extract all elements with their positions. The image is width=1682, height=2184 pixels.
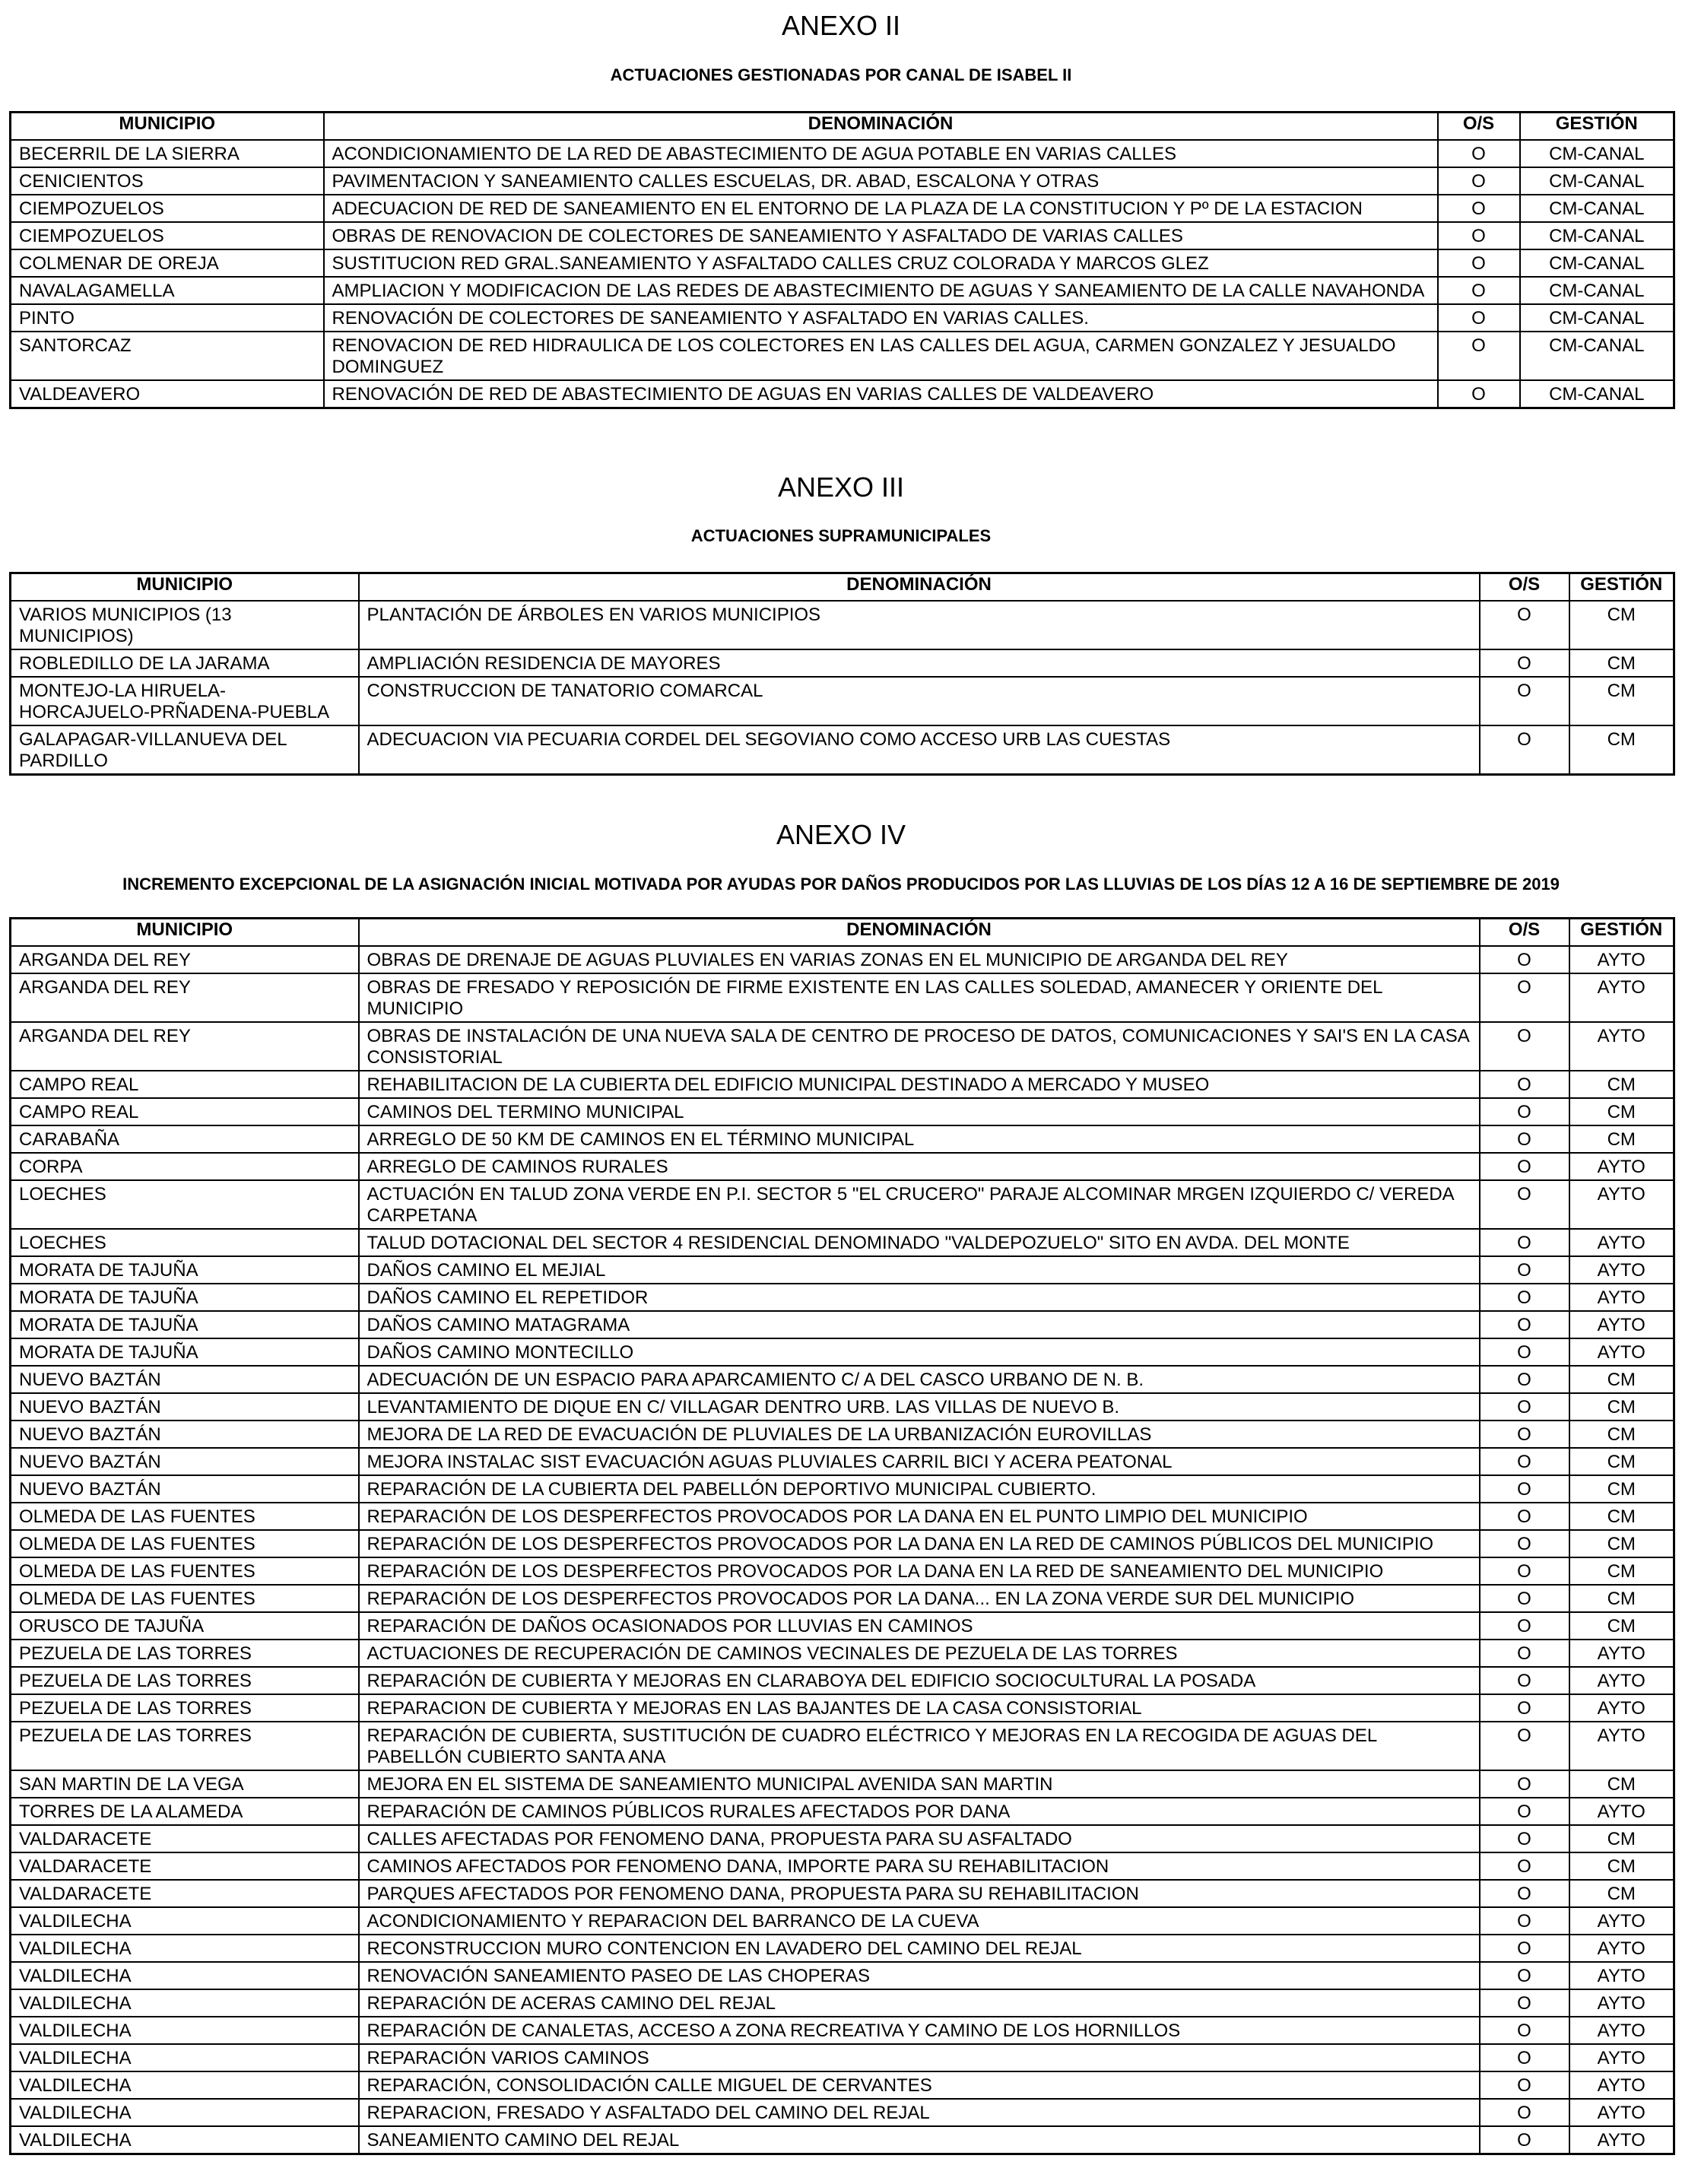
cell-os: O: [1480, 1640, 1569, 1667]
cell-os: O: [1480, 1284, 1569, 1311]
cell-denominacion: REPARACIÓN DE CUBIERTA Y MEJORAS EN CLARABOYA DEL EDIFICIO SOCIOCULTURAL LA POSADA: [359, 1667, 1480, 1694]
table-row: [11, 1770, 1674, 1798]
cell-gestion: CM: [1569, 1880, 1674, 1907]
anexo-iii-title: ANEXO III: [777, 471, 905, 503]
cell-gestion: CM-CANAL: [1520, 195, 1674, 222]
cell-municipio: VALDEAVERO: [11, 380, 324, 408]
cell-denominacion: AMPLIACION Y MODIFICACION DE LAS REDES DE ABASTECIMIENTO DE AGUAS Y SANEAMIENTO DE LA CALLE NAVAHONDA: [324, 277, 1438, 304]
cell-municipio: COLMENAR DE OREJA: [11, 249, 324, 277]
cell-municipio: VALDILECHA: [11, 2044, 359, 2071]
table-row: [11, 1694, 1674, 1722]
table-row: [11, 1530, 1674, 1557]
cell-gestion: CM-CANAL: [1520, 167, 1674, 195]
table-row: [11, 601, 1674, 649]
cell-gestion: AYTO: [1569, 1798, 1674, 1825]
cell-gestion: CM-CANAL: [1520, 380, 1674, 408]
cell-municipio: OLMEDA DE LAS FUENTES: [11, 1503, 359, 1530]
cell-denominacion: ACTUACIÓN EN TALUD ZONA VERDE EN P.I. SECTOR 5 "EL CRUCERO" PARAJE ALCOMINAR MRGEN IZQUIERDO C/ VEREDA CARPETANA: [359, 1180, 1480, 1229]
table-row: [11, 277, 1674, 304]
cell-os: O: [1438, 332, 1520, 380]
cell-denominacion: MEJORA INSTALAC SIST EVACUACIÓN AGUAS PLUVIALES CARRIL BICI Y ACERA PEATONAL: [359, 1448, 1480, 1475]
cell-os: O: [1480, 1798, 1569, 1825]
cell-municipio: PINTO: [11, 304, 324, 332]
cell-denominacion: DAÑOS CAMINO MONTECILLO: [359, 1338, 1480, 1366]
cell-gestion: AYTO: [1569, 1338, 1674, 1366]
cell-gestion: AYTO: [1569, 1935, 1674, 1962]
cell-os: O: [1480, 2099, 1569, 2126]
cell-denominacion: CAMINOS DEL TERMINO MUNICIPAL: [359, 1098, 1480, 1125]
cell-municipio: LOECHES: [11, 1229, 359, 1256]
cell-denominacion: REPARACIÓN DE LOS DESPERFECTOS PROVOCADOS POR LA DANA EN LA RED DE CAMINOS PÚBLICOS DEL MUNICIPIO: [359, 1530, 1480, 1557]
cell-os: O: [1480, 1503, 1569, 1530]
cell-denominacion: AMPLIACIÓN RESIDENCIA DE MAYORES: [359, 649, 1480, 677]
cell-municipio: NUEVO BAZTÁN: [11, 1366, 359, 1393]
cell-denominacion: CAMINOS AFECTADOS POR FENOMENO DANA, IMPORTE PARA SU REHABILITACION: [359, 1852, 1480, 1880]
cell-gestion: AYTO: [1569, 1640, 1674, 1667]
header-denominacion: DENOMINACIÓN: [359, 919, 1480, 946]
cell-denominacion: ADECUACION DE RED DE SANEAMIENTO EN EL ENTORNO DE LA PLAZA DE LA CONSTITUCION Y Pº DE LA ESTACION: [324, 195, 1438, 222]
cell-municipio: NUEVO BAZTÁN: [11, 1393, 359, 1421]
cell-municipio: GALAPAGAR-VILLANUEVA DEL PARDILLO: [11, 725, 359, 775]
cell-municipio: OLMEDA DE LAS FUENTES: [11, 1530, 359, 1557]
cell-gestion: AYTO: [1569, 2071, 1674, 2099]
table-row: [11, 222, 1674, 249]
anexo-ii-title: ANEXO II: [781, 10, 901, 41]
cell-os: O: [1480, 1180, 1569, 1229]
anexo-ii-table: [9, 111, 1675, 409]
cell-gestion: CM-CANAL: [1520, 140, 1674, 167]
cell-denominacion: REPARACIÓN DE CAMINOS PÚBLICOS RURALES AFECTADOS POR DANA: [359, 1798, 1480, 1825]
table-row: [11, 380, 1674, 408]
cell-os: O: [1480, 1825, 1569, 1852]
cell-municipio: TORRES DE LA ALAMEDA: [11, 1798, 359, 1825]
table-row: [11, 649, 1674, 677]
table-row: [11, 1071, 1674, 1098]
cell-gestion: CM: [1569, 1475, 1674, 1503]
table-row: [11, 946, 1674, 973]
cell-os: O: [1480, 2126, 1569, 2154]
table-row: [11, 1935, 1674, 1962]
cell-denominacion: REHABILITACION DE LA CUBIERTA DEL EDIFICIO MUNICIPAL DESTINADO A MERCADO Y MUSEO: [359, 1071, 1480, 1098]
cell-os: O: [1438, 222, 1520, 249]
table-row: [11, 1448, 1674, 1475]
cell-denominacion: REPARACIÓN DE ACERAS CAMINO DEL REJAL: [359, 1989, 1480, 2017]
cell-municipio: MORATA DE TAJUÑA: [11, 1256, 359, 1284]
cell-os: O: [1438, 167, 1520, 195]
cell-municipio: PEZUELA DE LAS TORRES: [11, 1667, 359, 1694]
cell-municipio: VALDILECHA: [11, 2099, 359, 2126]
table-row: [11, 1338, 1674, 1366]
table-header-row: [11, 113, 1674, 140]
cell-gestion: AYTO: [1569, 946, 1674, 973]
header-gestion: GESTIÓN: [1569, 573, 1674, 601]
header-municipio: MUNICIPIO: [11, 573, 359, 601]
table-row: [11, 1640, 1674, 1667]
cell-denominacion: RENOVACIÓN SANEAMIENTO PASEO DE LAS CHOPERAS: [359, 1962, 1480, 1989]
table-row: [11, 1880, 1674, 1907]
cell-os: O: [1480, 1421, 1569, 1448]
cell-os: O: [1480, 1770, 1569, 1798]
cell-denominacion: LEVANTAMIENTO DE DIQUE EN C/ VILLAGAR DENTRO URB. LAS VILLAS DE NUEVO B.: [359, 1393, 1480, 1421]
cell-denominacion: REPARACIÓN, CONSOLIDACIÓN CALLE MIGUEL DE CERVANTES: [359, 2071, 1480, 2099]
cell-denominacion: CALLES AFECTADAS POR FENOMENO DANA, PROPUESTA PARA SU ASFALTADO: [359, 1825, 1480, 1852]
cell-os: O: [1438, 140, 1520, 167]
cell-denominacion: ACTUACIONES DE RECUPERACIÓN DE CAMINOS VECINALES DE PEZUELA DE LAS TORRES: [359, 1640, 1480, 1667]
cell-os: O: [1438, 195, 1520, 222]
cell-denominacion: SUSTITUCION RED GRAL.SANEAMIENTO Y ASFALTADO CALLES CRUZ COLORADA Y MARCOS GLEZ: [324, 249, 1438, 277]
table-row: [11, 1229, 1674, 1256]
cell-municipio: PEZUELA DE LAS TORRES: [11, 1722, 359, 1770]
cell-denominacion: ARREGLO DE CAMINOS RURALES: [359, 1153, 1480, 1180]
anexo-iv-subtitle: INCREMENTO EXCEPCIONAL DE LA ASIGNACIÓN INICIAL MOTIVADA POR AYUDAS POR DAÑOS PRODUCIDOS POR LAS LLUVIAS DE LOS DÍAS 12 A 16 DE SEPTIEMBRE DE 2019: [122, 875, 1560, 894]
cell-os: O: [1480, 601, 1569, 649]
table-row: [11, 2099, 1674, 2126]
cell-denominacion: REPARACIÓN DE DAÑOS OCASIONADOS POR LLUVIAS EN CAMINOS: [359, 1612, 1480, 1640]
cell-gestion: CM: [1569, 1825, 1674, 1852]
cell-os: O: [1480, 1022, 1569, 1071]
cell-os: O: [1480, 1125, 1569, 1153]
cell-os: O: [1480, 1612, 1569, 1640]
cell-municipio: ARGANDA DEL REY: [11, 946, 359, 973]
cell-municipio: VALDILECHA: [11, 2017, 359, 2044]
cell-os: O: [1438, 277, 1520, 304]
cell-gestion: CM: [1569, 1421, 1674, 1448]
cell-os: O: [1480, 1071, 1569, 1098]
cell-gestion: CM: [1569, 725, 1674, 775]
cell-municipio: VALDARACETE: [11, 1825, 359, 1852]
table-row: [11, 1153, 1674, 1180]
cell-denominacion: RENOVACIÓN DE COLECTORES DE SANEAMIENTO Y ASFALTADO EN VARIAS CALLES.: [324, 304, 1438, 332]
cell-os: O: [1480, 1962, 1569, 1989]
header-gestion: GESTIÓN: [1520, 113, 1674, 140]
cell-municipio: MORATA DE TAJUÑA: [11, 1284, 359, 1311]
table-row: [11, 1722, 1674, 1770]
cell-gestion: AYTO: [1569, 1284, 1674, 1311]
cell-gestion: AYTO: [1569, 1962, 1674, 1989]
cell-denominacion: OBRAS DE RENOVACION DE COLECTORES DE SANEAMIENTO Y ASFALTADO DE VARIAS CALLES: [324, 222, 1438, 249]
cell-denominacion: REPARACIÓN DE LOS DESPERFECTOS PROVOCADOS POR LA DANA EN LA RED DE SANEAMIENTO DEL MUNICIPIO: [359, 1557, 1480, 1585]
cell-os: O: [1480, 973, 1569, 1022]
cell-gestion: AYTO: [1569, 1229, 1674, 1256]
table-row: [11, 1125, 1674, 1153]
table-row: [11, 1962, 1674, 1989]
table-row: [11, 1798, 1674, 1825]
cell-gestion: CM: [1569, 1393, 1674, 1421]
cell-denominacion: RENOVACIÓN DE RED DE ABASTECIMIENTO DE AGUAS EN VARIAS CALLES DE VALDEAVERO: [324, 380, 1438, 408]
header-gestion: GESTIÓN: [1569, 919, 1674, 946]
cell-denominacion: REPARACIÓN VARIOS CAMINOS: [359, 2044, 1480, 2071]
cell-gestion: AYTO: [1569, 2044, 1674, 2071]
cell-denominacion: SANEAMIENTO CAMINO DEL REJAL: [359, 2126, 1480, 2154]
cell-gestion: CM-CANAL: [1520, 277, 1674, 304]
cell-municipio: VALDARACETE: [11, 1852, 359, 1880]
cell-os: O: [1480, 1989, 1569, 2017]
table-row: [11, 195, 1674, 222]
cell-gestion: AYTO: [1569, 1256, 1674, 1284]
cell-municipio: OLMEDA DE LAS FUENTES: [11, 1557, 359, 1585]
cell-gestion: AYTO: [1569, 1022, 1674, 1071]
anexo-iii-subtitle: ACTUACIONES SUPRAMUNICIPALES: [690, 526, 992, 545]
cell-municipio: VALDILECHA: [11, 1907, 359, 1935]
cell-gestion: AYTO: [1569, 973, 1674, 1022]
cell-gestion: AYTO: [1569, 2126, 1674, 2154]
table-row: [11, 1180, 1674, 1229]
cell-denominacion: PLANTACIÓN DE ÁRBOLES EN VARIOS MUNICIPIOS: [359, 601, 1480, 649]
cell-os: O: [1480, 1311, 1569, 1338]
cell-os: O: [1480, 1098, 1569, 1125]
cell-gestion: AYTO: [1569, 2099, 1674, 2126]
cell-municipio: CAMPO REAL: [11, 1098, 359, 1125]
cell-municipio: CORPA: [11, 1153, 359, 1180]
cell-denominacion: RECONSTRUCCION MURO CONTENCION EN LAVADERO DEL CAMINO DEL REJAL: [359, 1935, 1480, 1962]
cell-os: O: [1438, 249, 1520, 277]
cell-municipio: ROBLEDILLO DE LA JARAMA: [11, 649, 359, 677]
header-os: O/S: [1438, 113, 1520, 140]
cell-os: O: [1480, 1229, 1569, 1256]
table-row: [11, 1825, 1674, 1852]
cell-municipio: VALDILECHA: [11, 1935, 359, 1962]
table-row: [11, 1284, 1674, 1311]
cell-denominacion: REPARACION, FRESADO Y ASFALTADO DEL CAMINO DEL REJAL: [359, 2099, 1480, 2126]
cell-os: O: [1480, 1694, 1569, 1722]
cell-denominacion: ARREGLO DE 50 KM DE CAMINOS EN EL TÉRMINO MUNICIPAL: [359, 1125, 1480, 1153]
cell-municipio: CAMPO REAL: [11, 1071, 359, 1098]
cell-denominacion: OBRAS DE DRENAJE DE AGUAS PLUVIALES EN VARIAS ZONAS EN EL MUNICIPIO DE ARGANDA DEL REY: [359, 946, 1480, 973]
table-header-row: [11, 919, 1674, 946]
header-os: O/S: [1480, 573, 1569, 601]
cell-municipio: NUEVO BAZTÁN: [11, 1475, 359, 1503]
cell-municipio: PEZUELA DE LAS TORRES: [11, 1694, 359, 1722]
anexo-iv-table: [9, 917, 1675, 2155]
table-row: [11, 304, 1674, 332]
cell-os: O: [1480, 1557, 1569, 1585]
cell-os: O: [1480, 677, 1569, 725]
cell-os: O: [1480, 1880, 1569, 1907]
cell-denominacion: MEJORA DE LA RED DE EVACUACIÓN DE PLUVIALES DE LA URBANIZACIÓN EUROVILLAS: [359, 1421, 1480, 1448]
table-row: [11, 140, 1674, 167]
cell-gestion: CM-CANAL: [1520, 304, 1674, 332]
cell-gestion: CM: [1569, 1530, 1674, 1557]
table-row: [11, 1852, 1674, 1880]
table-row: [11, 1989, 1674, 2017]
table-row: [11, 332, 1674, 380]
cell-denominacion: DAÑOS CAMINO EL REPETIDOR: [359, 1284, 1480, 1311]
cell-municipio: VALDILECHA: [11, 1989, 359, 2017]
cell-os: O: [1480, 2044, 1569, 2071]
cell-municipio: VARIOS MUNICIPIOS (13 MUNICIPIOS): [11, 601, 359, 649]
cell-gestion: AYTO: [1569, 1667, 1674, 1694]
cell-municipio: BECERRIL DE LA SIERRA: [11, 140, 324, 167]
cell-gestion: CM: [1569, 1071, 1674, 1098]
cell-municipio: MORATA DE TAJUÑA: [11, 1338, 359, 1366]
cell-municipio: CIEMPOZUELOS: [11, 195, 324, 222]
cell-gestion: CM-CANAL: [1520, 249, 1674, 277]
cell-municipio: VALDARACETE: [11, 1880, 359, 1907]
cell-gestion: AYTO: [1569, 1907, 1674, 1935]
cell-municipio: VALDILECHA: [11, 2126, 359, 2154]
anexo-iii-table: [9, 572, 1675, 776]
table-row: [11, 1393, 1674, 1421]
header-municipio: MUNICIPIO: [11, 919, 359, 946]
table-row: [11, 2017, 1674, 2044]
cell-denominacion: REPARACIÓN DE CUBIERTA, SUSTITUCIÓN DE CUADRO ELÉCTRICO Y MEJORAS EN LA RECOGIDA DE AGUAS DEL PABELLÓN CUBIERTO SANTA ANA: [359, 1722, 1480, 1770]
cell-gestion: CM: [1569, 1448, 1674, 1475]
table-row: [11, 1311, 1674, 1338]
cell-gestion: CM: [1569, 1503, 1674, 1530]
header-os: O/S: [1480, 919, 1569, 946]
table-row: [11, 2071, 1674, 2099]
cell-gestion: CM: [1569, 1612, 1674, 1640]
table-row: [11, 1022, 1674, 1071]
table-row: [11, 1907, 1674, 1935]
cell-os: O: [1480, 1256, 1569, 1284]
cell-municipio: CENICIENTOS: [11, 167, 324, 195]
cell-gestion: CM: [1569, 1098, 1674, 1125]
cell-denominacion: ADECUACION VIA PECUARIA CORDEL DEL SEGOVIANO COMO ACCESO URB LAS CUESTAS: [359, 725, 1480, 775]
cell-gestion: CM: [1569, 1366, 1674, 1393]
cell-os: O: [1480, 1852, 1569, 1880]
table-row: [11, 249, 1674, 277]
cell-municipio: NAVALAGAMELLA: [11, 277, 324, 304]
table-row: [11, 1098, 1674, 1125]
cell-gestion: AYTO: [1569, 1989, 1674, 2017]
cell-gestion: CM: [1569, 1585, 1674, 1612]
cell-os: O: [1480, 2071, 1569, 2099]
cell-denominacion: REPARACIÓN DE LA CUBIERTA DEL PABELLÓN DEPORTIVO MUNICIPAL CUBIERTO.: [359, 1475, 1480, 1503]
cell-os: O: [1438, 304, 1520, 332]
anexo-iv-title: ANEXO IV: [776, 819, 906, 850]
cell-denominacion: MEJORA EN EL SISTEMA DE SANEAMIENTO MUNICIPAL AVENIDA SAN MARTIN: [359, 1770, 1480, 1798]
cell-denominacion: REPARACIÓN DE CANALETAS, ACCESO A ZONA RECREATIVA Y CAMINO DE LOS HORNILLOS: [359, 2017, 1480, 2044]
cell-municipio: LOECHES: [11, 1180, 359, 1229]
cell-os: O: [1438, 380, 1520, 408]
table-row: [11, 725, 1674, 775]
table-row: [11, 1256, 1674, 1284]
cell-gestion: CM: [1569, 1557, 1674, 1585]
header-municipio: MUNICIPIO: [11, 113, 324, 140]
cell-os: O: [1480, 1935, 1569, 1962]
table-row: [11, 1421, 1674, 1448]
cell-os: O: [1480, 1907, 1569, 1935]
cell-gestion: CM: [1569, 1770, 1674, 1798]
table-row: [11, 2044, 1674, 2071]
cell-municipio: NUEVO BAZTÁN: [11, 1448, 359, 1475]
table-row: [11, 2126, 1674, 2154]
cell-os: O: [1480, 725, 1569, 775]
cell-municipio: PEZUELA DE LAS TORRES: [11, 1640, 359, 1667]
cell-os: O: [1480, 1475, 1569, 1503]
cell-denominacion: OBRAS DE FRESADO Y REPOSICIÓN DE FIRME EXISTENTE EN LAS CALLES SOLEDAD, AMANECER Y ORIENTE DEL MUNICIPIO: [359, 973, 1480, 1022]
table-row: [11, 1585, 1674, 1612]
cell-gestion: AYTO: [1569, 1694, 1674, 1722]
cell-os: O: [1480, 1153, 1569, 1180]
cell-denominacion: ACONDICIONAMIENTO Y REPARACION DEL BARRANCO DE LA CUEVA: [359, 1907, 1480, 1935]
table-row: [11, 167, 1674, 195]
cell-os: O: [1480, 2017, 1569, 2044]
cell-denominacion: REPARACION DE CUBIERTA Y MEJORAS EN LAS BAJANTES DE LA CASA CONSISTORIAL: [359, 1694, 1480, 1722]
table-row: [11, 1503, 1674, 1530]
cell-os: O: [1480, 1366, 1569, 1393]
cell-municipio: SANTORCAZ: [11, 332, 324, 380]
cell-municipio: ARGANDA DEL REY: [11, 973, 359, 1022]
cell-municipio: CIEMPOZUELOS: [11, 222, 324, 249]
table-header-row: [11, 573, 1674, 601]
cell-denominacion: OBRAS DE INSTALACIÓN DE UNA NUEVA SALA DE CENTRO DE PROCESO DE DATOS, COMUNICACIONES Y SAI'S EN LA CASA CONSISTORIAL: [359, 1022, 1480, 1071]
table-row: [11, 1667, 1674, 1694]
cell-municipio: MORATA DE TAJUÑA: [11, 1311, 359, 1338]
cell-denominacion: PAVIMENTACION Y SANEAMIENTO CALLES ESCUELAS, DR. ABAD, ESCALONA Y OTRAS: [324, 167, 1438, 195]
cell-municipio: ARGANDA DEL REY: [11, 1022, 359, 1071]
cell-gestion: CM: [1569, 649, 1674, 677]
cell-municipio: VALDILECHA: [11, 2071, 359, 2099]
cell-gestion: CM: [1569, 677, 1674, 725]
cell-os: O: [1480, 1448, 1569, 1475]
cell-denominacion: RENOVACION DE RED HIDRAULICA DE LOS COLECTORES EN LAS CALLES DEL AGUA, CARMEN GONZALEZ Y JESUALDO DOMINGUEZ: [324, 332, 1438, 380]
cell-gestion: CM-CANAL: [1520, 332, 1674, 380]
header-denominacion: DENOMINACIÓN: [359, 573, 1480, 601]
cell-gestion: AYTO: [1569, 1311, 1674, 1338]
cell-municipio: VALDILECHA: [11, 1962, 359, 1989]
cell-municipio: CARABAÑA: [11, 1125, 359, 1153]
table-row: [11, 1557, 1674, 1585]
header-denominacion: DENOMINACIÓN: [324, 113, 1438, 140]
cell-os: O: [1480, 1722, 1569, 1770]
cell-denominacion: REPARACIÓN DE LOS DESPERFECTOS PROVOCADOS POR LA DANA EN EL PUNTO LIMPIO DEL MUNICIPIO: [359, 1503, 1480, 1530]
cell-gestion: AYTO: [1569, 1153, 1674, 1180]
table-row: [11, 973, 1674, 1022]
cell-municipio: NUEVO BAZTÁN: [11, 1421, 359, 1448]
cell-municipio: MONTEJO-LA HIRUELA-HORCAJUELO-PRÑADENA-PUEBLA: [11, 677, 359, 725]
cell-municipio: OLMEDA DE LAS FUENTES: [11, 1585, 359, 1612]
table-row: [11, 677, 1674, 725]
cell-denominacion: CONSTRUCCION DE TANATORIO COMARCAL: [359, 677, 1480, 725]
cell-os: O: [1480, 1530, 1569, 1557]
cell-denominacion: ADECUACIÓN DE UN ESPACIO PARA APARCAMIENTO C/ A DEL CASCO URBANO DE N. B.: [359, 1366, 1480, 1393]
cell-denominacion: DAÑOS CAMINO EL MEJIAL: [359, 1256, 1480, 1284]
cell-gestion: CM: [1569, 1852, 1674, 1880]
cell-denominacion: ACONDICIONAMIENTO DE LA RED DE ABASTECIMIENTO DE AGUA POTABLE EN VARIAS CALLES: [324, 140, 1438, 167]
table-row: [11, 1366, 1674, 1393]
cell-os: O: [1480, 649, 1569, 677]
cell-os: O: [1480, 1338, 1569, 1366]
table-row: [11, 1612, 1674, 1640]
cell-gestion: AYTO: [1569, 2017, 1674, 2044]
cell-os: O: [1480, 1393, 1569, 1421]
cell-municipio: ORUSCO DE TAJUÑA: [11, 1612, 359, 1640]
cell-gestion: AYTO: [1569, 1722, 1674, 1770]
cell-gestion: AYTO: [1569, 1180, 1674, 1229]
cell-gestion: CM: [1569, 601, 1674, 649]
anexo-ii-subtitle: ACTUACIONES GESTIONADAS POR CANAL DE ISABEL II: [610, 65, 1072, 84]
cell-denominacion: PARQUES AFECTADOS POR FENOMENO DANA, PROPUESTA PARA SU REHABILITACION: [359, 1880, 1480, 1907]
cell-denominacion: REPARACIÓN DE LOS DESPERFECTOS PROVOCADOS POR LA DANA... EN LA ZONA VERDE SUR DEL MUNICIPIO: [359, 1585, 1480, 1612]
cell-gestion: CM: [1569, 1125, 1674, 1153]
cell-gestion: CM-CANAL: [1520, 222, 1674, 249]
cell-os: O: [1480, 946, 1569, 973]
table-row: [11, 1475, 1674, 1503]
cell-municipio: SAN MARTIN DE LA VEGA: [11, 1770, 359, 1798]
cell-os: O: [1480, 1585, 1569, 1612]
cell-denominacion: DAÑOS CAMINO MATAGRAMA: [359, 1311, 1480, 1338]
cell-os: O: [1480, 1667, 1569, 1694]
cell-denominacion: TALUD DOTACIONAL DEL SECTOR 4 RESIDENCIAL DENOMINADO "VALDEPOZUELO" SITO EN AVDA. DEL MONTE: [359, 1229, 1480, 1256]
